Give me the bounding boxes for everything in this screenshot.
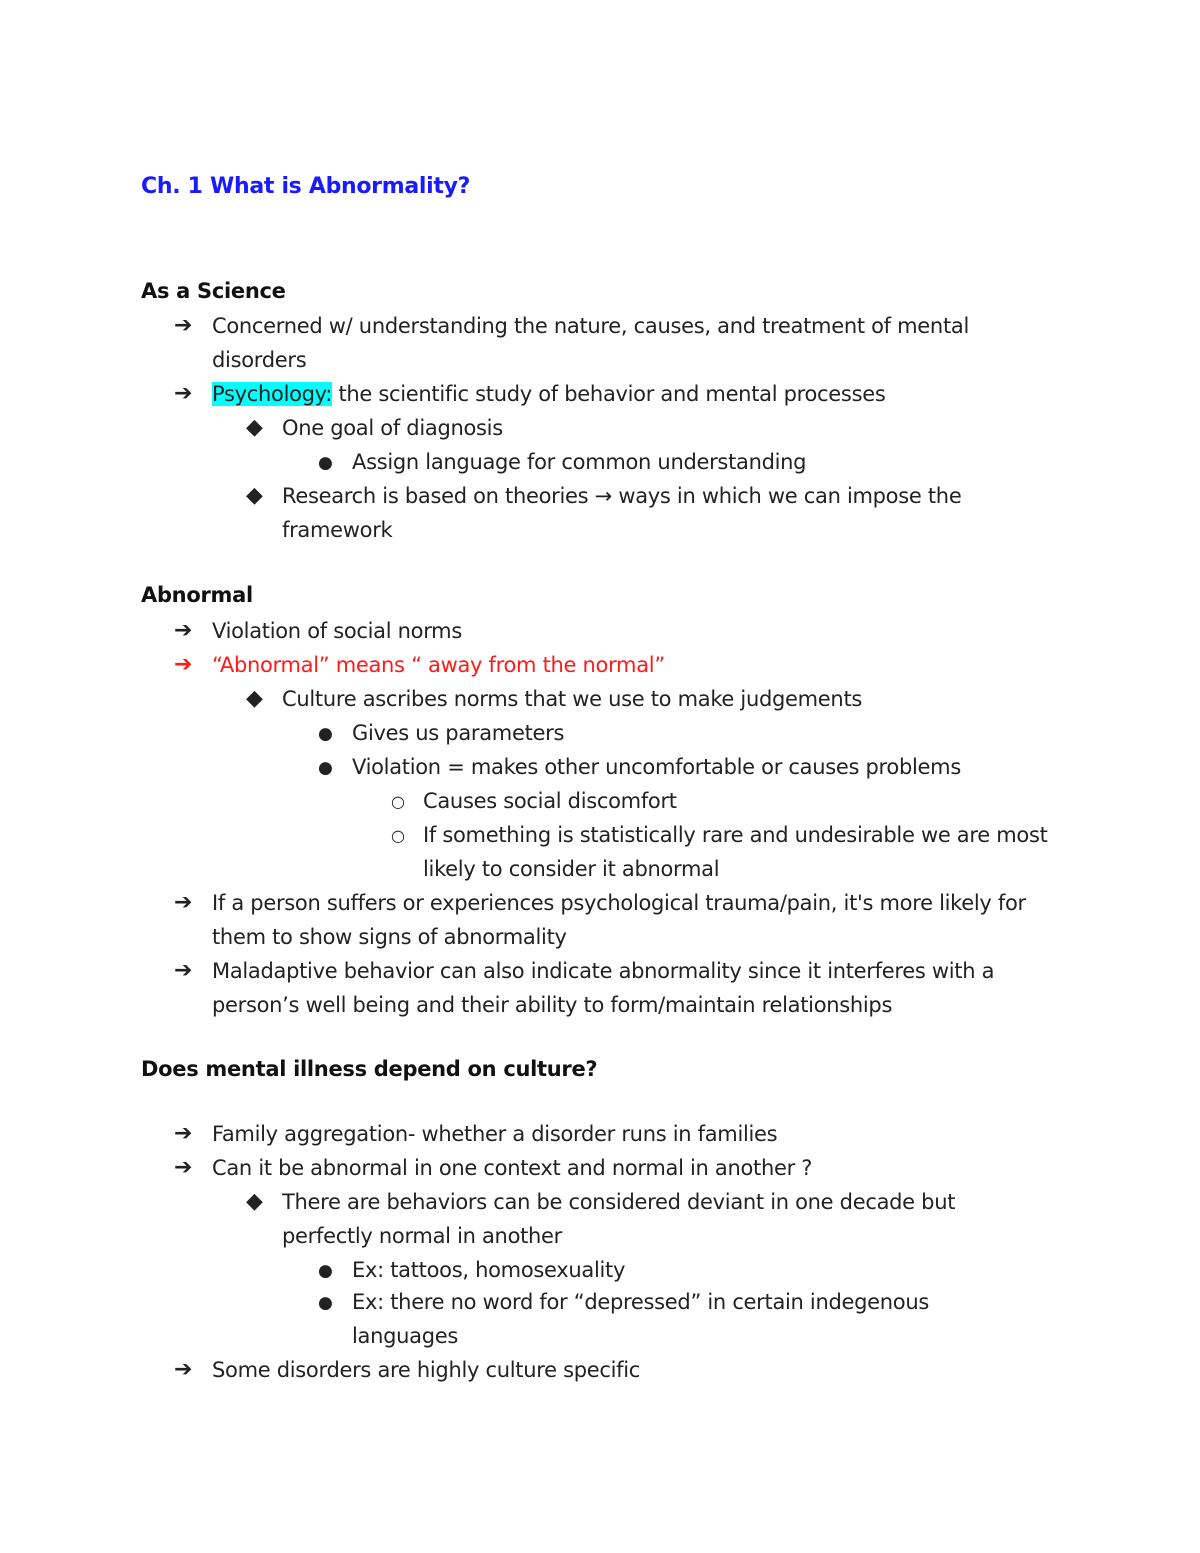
circle-bullet-icon: ○	[391, 792, 405, 811]
list-item: ◆ Research is based on theories → ways in which we can impose the framework	[246, 479, 1006, 547]
list-item: ◆ One goal of diagnosis	[246, 411, 1046, 445]
arrow-bullet-icon: ➔	[174, 652, 193, 677]
list-item: ➔ Violation of social norms	[174, 614, 1054, 648]
arrow-bullet-icon: ➔	[174, 958, 193, 983]
section-heading-culture: Does mental illness depend on culture?	[141, 1057, 598, 1081]
list-item: ● Ex: there no word for “depressed” in certain indegenous languages	[316, 1285, 976, 1353]
highlighted-term: Psychology:	[212, 382, 333, 406]
arrow-bullet-icon: ➔	[174, 1121, 193, 1146]
diamond-bullet-icon: ◆	[246, 686, 263, 711]
arrow-bullet-icon: ➔	[174, 1357, 193, 1382]
dot-bullet-icon: ●	[318, 758, 333, 778]
list-item: ➔ Can it be abnormal in one context and normal in another ?	[174, 1151, 1054, 1185]
dot-bullet-icon: ●	[318, 453, 333, 473]
list-item: ➔ Some disorders are highly culture specific	[174, 1353, 1054, 1387]
arrow-bullet-icon: ➔	[174, 1155, 193, 1180]
list-item: ● Assign language for common understanding	[316, 445, 1036, 479]
list-item: ➔ “Abnormal” means “ away from the normal”	[174, 648, 1054, 682]
list-item: ➔ If a person suffers or experiences psychological trauma/pain, it's more likely for them to show signs of abnormality	[174, 886, 1054, 954]
arrow-bullet-icon: ➔	[174, 313, 193, 338]
list-item: ○ Causes social discomfort	[388, 784, 1048, 818]
list-item: ● Gives us parameters	[316, 716, 1036, 750]
list-item: ◆ There are behaviors can be considered deviant in one decade but perfectly normal in another	[246, 1185, 1006, 1253]
list-item: ➔ Psychology: the scientific study of behavior and mental processes	[174, 377, 1054, 411]
arrow-bullet-icon: ➔	[174, 890, 193, 915]
dot-bullet-icon: ●	[318, 1261, 333, 1281]
list-item: ● Ex: tattoos, homosexuality	[316, 1253, 1036, 1287]
section-heading-science: As a Science	[141, 279, 286, 303]
list-item: ➔ Concerned w/ understanding the nature, causes, and treatment of mental disorders	[174, 309, 1054, 377]
list-item: ○ If something is statistically rare and undesirable we are most likely to consider it abnormal	[388, 818, 1048, 886]
diamond-bullet-icon: ◆	[246, 1189, 263, 1214]
list-item: ➔ Maladaptive behavior can also indicate abnormality since it interferes with a person’s well being and their ability to form/maintain relationships	[174, 954, 1054, 1022]
dot-bullet-icon: ●	[318, 724, 333, 744]
page-title: Ch. 1 What is Abnormality?	[141, 174, 471, 199]
diamond-bullet-icon: ◆	[246, 415, 263, 440]
arrow-bullet-icon: ➔	[174, 381, 193, 406]
diamond-bullet-icon: ◆	[246, 483, 263, 508]
list-item: ➔ Family aggregation- whether a disorder runs in families	[174, 1117, 1054, 1151]
dot-bullet-icon: ●	[318, 1293, 333, 1313]
arrow-bullet-icon: ➔	[174, 618, 193, 643]
list-item: ● Violation = makes other uncomfortable or causes problems	[316, 750, 1036, 784]
list-item: ◆ Culture ascribes norms that we use to make judgements	[246, 682, 1046, 716]
circle-bullet-icon: ○	[391, 826, 405, 845]
section-heading-abnormal: Abnormal	[141, 583, 253, 607]
